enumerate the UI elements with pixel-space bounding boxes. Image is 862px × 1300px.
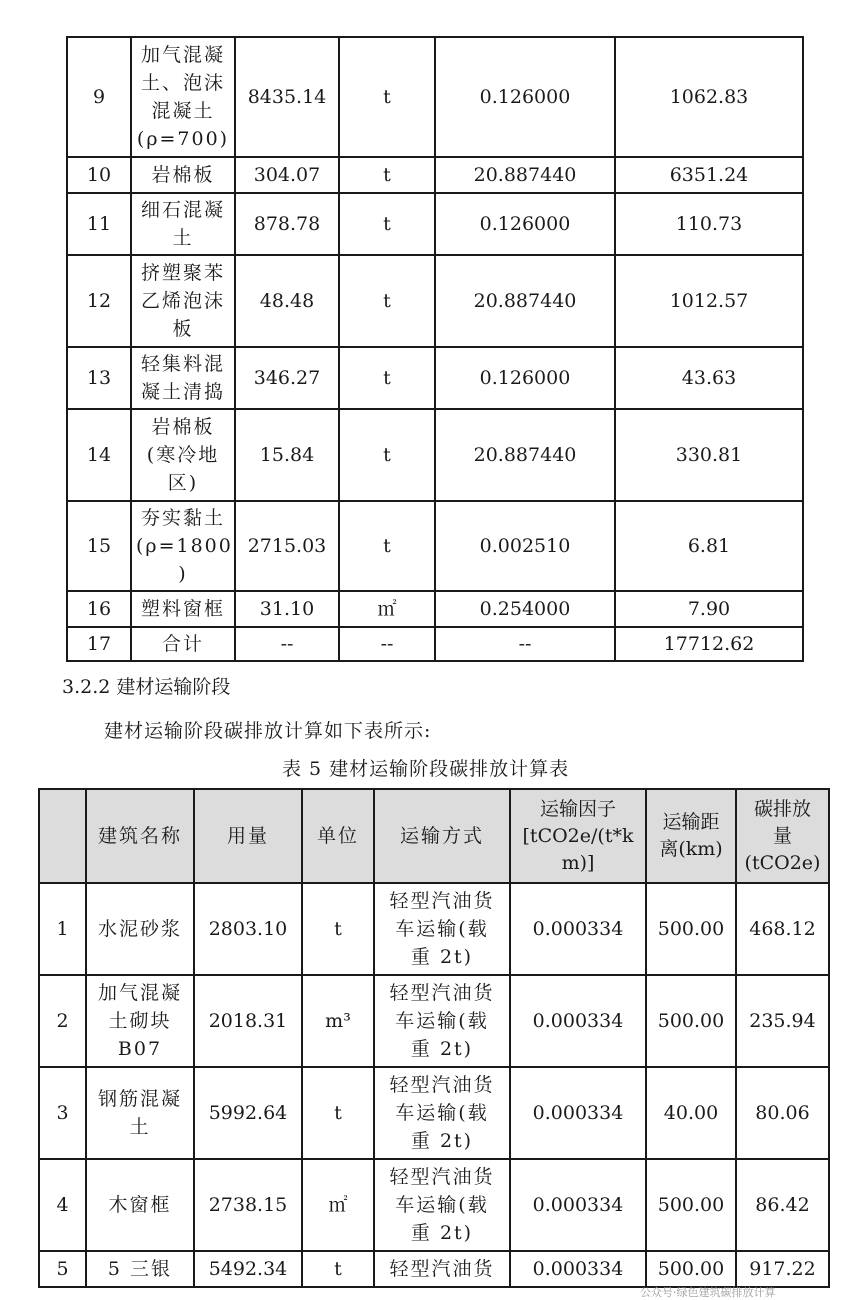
transport-factor: 0.000334 [510,1159,646,1251]
header-name: 建筑名称 [86,789,194,883]
material-name-line: 土砌块 [108,1010,172,1032]
header-distance: 运输距 离(km) [646,789,736,883]
material-name-line: (ρ=700) [136,128,230,150]
transport-mode [374,1159,510,1251]
material-name-line: 加气混凝 [140,44,225,66]
emission-factor: 20.887440 [435,157,615,193]
emission-factor: 20.887440 [435,255,615,347]
material-name [86,883,194,975]
material-unit: t [339,37,435,157]
material-name [131,501,235,591]
table-row [67,157,803,193]
emission-factor: 0.126000 [435,193,615,255]
transport-factor: 0.000334 [510,883,646,975]
material-name-line: 乙烯泡沫 [140,290,225,312]
row-number: 13 [67,347,131,409]
material-name-line: 加气混凝 [97,982,182,1004]
material-amount: 15.84 [235,409,339,501]
transport-mode-line: 轻型汽油货 [389,1258,495,1280]
carbon-emission: 110.73 [615,193,803,255]
material-unit: t [302,1251,374,1287]
table-row [39,883,829,975]
material-name-line: (寒冷地 [146,444,220,466]
table-caption: 表 5 建材运输阶段碳排放计算表 [282,758,570,780]
transport-mode-line: 车运输(载 [395,1194,489,1216]
transport-table-body [39,883,829,1287]
material-name-line: 土 [129,1116,151,1138]
carbon-emission: 6351.24 [615,157,803,193]
transport-mode-line: 重 2t) [410,1222,474,1244]
transport-factor: 0.000334 [510,1251,646,1287]
material-amount: 5492.34 [194,1251,302,1287]
header-factor: 运输因子 [tCO2e/(t*k m)] [510,789,646,883]
material-name-line: 岩棉板 [151,416,215,438]
material-name-line: 细石混凝 [140,199,225,221]
row-number: 15 [67,501,131,591]
transport-mode-line: 重 2t) [410,1130,474,1152]
material-name [131,591,235,627]
material-name-line: 轻集料混 [140,353,225,375]
header-unit: 单位 [302,789,374,883]
table-row [39,1251,829,1287]
material-unit: m³ [302,975,374,1067]
row-number: 12 [67,255,131,347]
material-unit: -- [339,627,435,661]
section-description: 建材运输阶段碳排放计算如下表所示: [104,720,432,742]
material-name-line: 岩棉板 [151,164,215,186]
material-name-line: 木窗框 [108,1194,172,1216]
material-unit: ㎡ [302,1159,374,1251]
row-number: 14 [67,409,131,501]
material-name [131,347,235,409]
transport-mode-line: 车运输(载 [395,918,489,940]
transport-mode-line: 车运输(载 [395,1102,489,1124]
transport-mode [374,883,510,975]
material-name [131,37,235,157]
carbon-emission: 80.06 [736,1067,829,1159]
material-emission-table-body [67,37,803,661]
row-number: 16 [67,591,131,627]
material-unit: ㎡ [339,591,435,627]
row-number: 3 [39,1067,86,1159]
material-unit: t [339,157,435,193]
material-unit: t [339,501,435,591]
row-number: 4 [39,1159,86,1251]
table-row [67,347,803,409]
emission-factor: 0.126000 [435,347,615,409]
material-name-line: 合计 [161,633,204,655]
material-amount: 2803.10 [194,883,302,975]
material-name-line: 凝土清捣 [140,381,225,403]
table-row [67,37,803,157]
transport-table-header [39,789,829,883]
material-name [131,627,235,661]
header-row [39,789,829,883]
material-name-line: 土、泡沫 [140,72,225,94]
material-name-line: B07 [117,1038,163,1060]
row-number: 11 [67,193,131,255]
table-row [67,409,803,501]
material-unit: t [339,193,435,255]
transport-mode-line: 重 2t) [410,1038,474,1060]
header-amount: 用量 [194,789,302,883]
transport-emission-table [38,788,830,1288]
header-no [39,789,86,883]
row-number: 5 [39,1251,86,1287]
transport-mode-line: 轻型汽油货 [389,1166,495,1188]
material-name-line: 水泥砂浆 [97,918,182,940]
header-mode: 运输方式 [374,789,510,883]
material-name [86,1251,194,1287]
transport-distance: 500.00 [646,975,736,1067]
material-unit: t [339,255,435,347]
emission-factor: -- [435,627,615,661]
carbon-emission: 917.22 [736,1251,829,1287]
table-row [67,627,803,661]
transport-distance: 500.00 [646,883,736,975]
carbon-emission: 468.12 [736,883,829,975]
table-row [39,975,829,1067]
material-amount: 304.07 [235,157,339,193]
row-number: 17 [67,627,131,661]
material-name [131,193,235,255]
material-name-line: ) [178,563,188,585]
material-amount: 2715.03 [235,501,339,591]
transport-distance: 500.00 [646,1159,736,1251]
material-amount: 48.48 [235,255,339,347]
material-amount: 346.27 [235,347,339,409]
transport-distance: 40.00 [646,1067,736,1159]
emission-factor: 0.126000 [435,37,615,157]
material-amount: 8435.14 [235,37,339,157]
carbon-emission: 1012.57 [615,255,803,347]
material-amount: -- [235,627,339,661]
transport-mode-line: 轻型汽油货 [389,890,495,912]
carbon-emission: 1062.83 [615,37,803,157]
carbon-emission: 235.94 [736,975,829,1067]
emission-factor: 0.002510 [435,501,615,591]
table-row [67,591,803,627]
table-row [67,193,803,255]
material-amount: 2738.15 [194,1159,302,1251]
transport-mode-line: 重 2t) [410,946,474,968]
table-row [39,1067,829,1159]
carbon-emission: 43.63 [615,347,803,409]
material-amount: 5992.64 [194,1067,302,1159]
carbon-emission: 330.81 [615,409,803,501]
row-number: 10 [67,157,131,193]
row-number: 9 [67,37,131,157]
carbon-emission: 6.81 [615,501,803,591]
table-row [39,1159,829,1251]
watermark-text: 公众号·绿色建筑碳排放计算 [640,1286,776,1299]
material-name-line: 夯实黏土 [140,507,225,529]
material-name-line: 土 [172,227,194,249]
material-name [86,1067,194,1159]
material-amount: 2018.31 [194,975,302,1067]
material-name-line: (ρ=1800 [136,535,233,557]
transport-mode-line: 轻型汽油货 [389,982,495,1004]
transport-mode [374,1251,510,1287]
transport-mode [374,1067,510,1159]
material-name-line: 混凝土 [151,100,215,122]
material-name [86,1159,194,1251]
carbon-emission: 86.42 [736,1159,829,1251]
material-name-line: 挤塑聚苯 [140,262,225,284]
material-unit: t [339,409,435,501]
material-emission-table [66,36,804,662]
material-unit: t [302,883,374,975]
transport-mode-line: 车运输(载 [395,1010,489,1032]
material-name-line: 区) [167,472,199,494]
section-heading: 3.2.2 建材运输阶段 [62,676,231,698]
material-amount: 878.78 [235,193,339,255]
carbon-emission: 17712.62 [615,627,803,661]
row-number: 2 [39,975,86,1067]
transport-factor: 0.000334 [510,1067,646,1159]
emission-factor: 20.887440 [435,409,615,501]
emission-factor: 0.254000 [435,591,615,627]
material-name [86,975,194,1067]
material-name [131,409,235,501]
table-row [67,255,803,347]
material-name-line: 板 [172,318,194,340]
material-name-line: 塑料窗框 [140,598,225,620]
material-name-line: 钢筋混凝 [97,1088,182,1110]
material-name-line: 5 三银 [107,1258,173,1280]
header-emission: 碳排放 量 (tCO2e) [736,789,829,883]
material-name [131,255,235,347]
transport-mode [374,975,510,1067]
carbon-emission: 7.90 [615,591,803,627]
transport-factor: 0.000334 [510,975,646,1067]
material-unit: t [302,1067,374,1159]
material-unit: t [339,347,435,409]
transport-mode-line: 轻型汽油货 [389,1074,495,1096]
table-row [67,501,803,591]
row-number: 1 [39,883,86,975]
transport-distance: 500.00 [646,1251,736,1287]
material-name [131,157,235,193]
material-amount: 31.10 [235,591,339,627]
